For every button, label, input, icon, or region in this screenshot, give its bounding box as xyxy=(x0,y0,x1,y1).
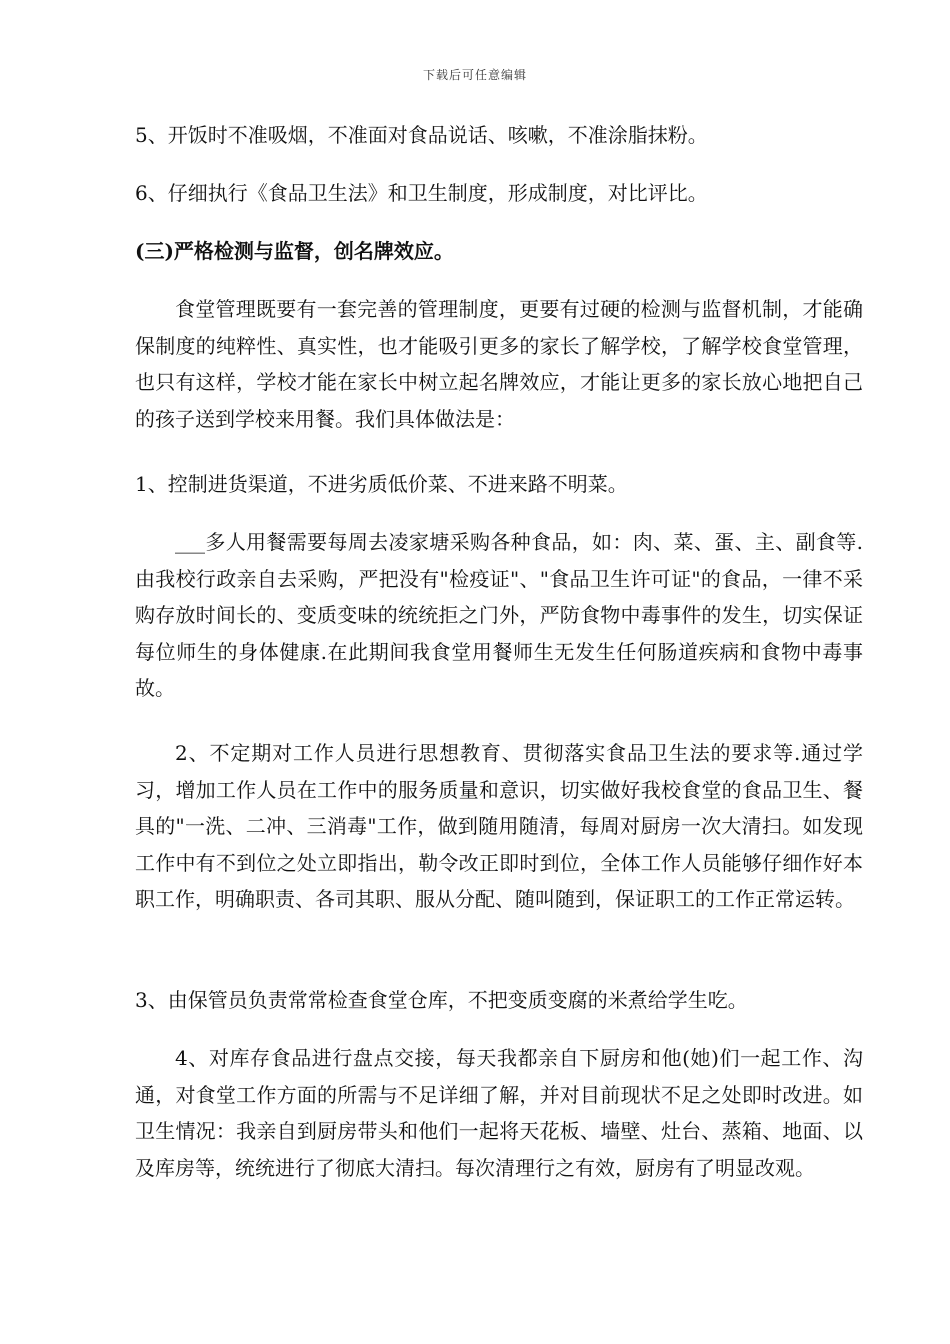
paragraph-item-2: 2、不定期对工作人员进行思想教育、贯彻落实食品卫生法的要求等.通过学习，增加工作人员在工作中的服务质量和意识，切实做好我校食堂的食品卫生、餐具的"一洗、二冲、三消毒"工作，做到随用随清，每周对厨房一次大清扫。如发现工作中有不到位之处立即指出，勒令改正即时到位，全体工作人员能够仔细作好本职工作，明确职责、各司其职、服从分配、随叫随到，保证职工的工作正常运转。 xyxy=(135,741,863,911)
section-heading: (三)严格检测与监督，创名牌效应。 xyxy=(135,239,454,263)
paragraph-item-6: 6、仔细执行《食品卫生法》和卫生制度，形成制度，对比评比。 xyxy=(135,181,708,205)
paragraph-intro: 食堂管理既要有一套完善的管理制度，更要有过硬的检测与监督机制，才能确保制度的纯粹性、真实性，也才能吸引更多的家长了解学校，了解学校食堂管理，也只有这样，学校才能在家长中树立起名牌效应，才能让更多的家长放心地把自己的孩子送到学校来用餐。我们具体做法是： xyxy=(135,297,863,431)
paragraph-item-5: 5、开饭时不准吸烟，不准面对食品说话、咳嗽，不准涂脂抹粉。 xyxy=(135,123,708,147)
paragraph-item-4: 4、对库存食品进行盘点交接，每天我都亲自下厨房和他(她)们一起工作、沟通，对食堂工作方面的所需与不足详细了解，并对目前现状不足之处即时改进。如卫生情况：我亲自到厨房带头和他们一起将天花板、墙壁、灶台、蒸箱、地面、以及库房等，统统进行了彻底大清扫。每次清理行之有效，厨房有了明显改观。 xyxy=(135,1046,863,1180)
paragraph-procurement: ___多人用餐需要每周去凌家塘采购各种食品，如：肉、菜、蛋、主、副食等.由我校行政亲自去采购，严把没有"检疫证"、"食品卫生许可证"的食品，一律不采购存放时间长的、变质变味的统统拒之门外，严防食物中毒事件的发生，切实保证每位师生的身体健康.在此期间我食堂用餐师生无发生任何肠道疾病和食物中毒事故。 xyxy=(135,530,863,700)
page-header: 下载后可任意编辑 xyxy=(422,68,527,82)
paragraph-item-3: 3、由保管员负责常常检查食堂仓库，不把变质变腐的米煮给学生吃。 xyxy=(135,988,748,1012)
paragraph-item-1: 1、控制进货渠道，不进劣质低价菜、不进来路不明菜。 xyxy=(135,472,628,496)
